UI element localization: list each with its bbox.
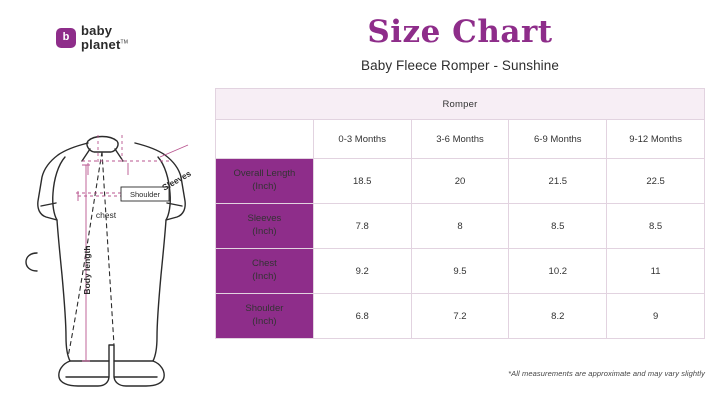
table-row bbox=[216, 294, 705, 339]
cell-chest-3-6: 9.5 bbox=[411, 249, 509, 294]
romper-illustration bbox=[10, 105, 215, 390]
column-header-0: 0-3 Months bbox=[313, 120, 411, 159]
cell-sleeves-3-6: 8 bbox=[411, 204, 509, 249]
cell-overall-length-6-9: 21.5 bbox=[509, 159, 607, 204]
row-label-shoulder bbox=[216, 294, 314, 339]
row-label-line2: (Inch) bbox=[252, 226, 277, 237]
cell-chest-6-9: 10.2 bbox=[509, 249, 607, 294]
cell-sleeves-9-12: 8.5 bbox=[607, 204, 705, 249]
trademark-symbol: TM bbox=[120, 39, 129, 46]
table-row bbox=[216, 159, 705, 204]
row-label-line1: Shoulder bbox=[245, 303, 284, 315]
table-corner-cell bbox=[216, 120, 314, 159]
cell-chest-9-12: 11 bbox=[607, 249, 705, 294]
logo-mark-icon bbox=[56, 28, 76, 48]
row-label-sleeves bbox=[216, 204, 314, 249]
row-label-line1: Chest bbox=[251, 258, 277, 270]
table-group-header-row bbox=[216, 89, 705, 120]
logo-wordmark-line2-text: planet bbox=[81, 36, 121, 52]
cell-chest-0-3: 9.2 bbox=[313, 249, 411, 294]
logo-wordmark bbox=[81, 24, 128, 51]
row-label-line1: Sleeves bbox=[247, 213, 282, 225]
chest-label: chest bbox=[95, 210, 117, 220]
page-subtitle: Baby Fleece Romper - Sunshine bbox=[361, 58, 559, 73]
cell-overall-length-0-3: 18.5 bbox=[313, 159, 411, 204]
table-column-header-row bbox=[216, 120, 705, 159]
column-header-2: 6-9 Months bbox=[509, 120, 607, 159]
measurement-footnote: *All measurements are approximate and may vary slightly bbox=[508, 369, 705, 378]
size-chart-table bbox=[215, 88, 705, 339]
shoulder-label: Shoulder bbox=[129, 190, 161, 199]
cell-shoulder-6-9: 8.2 bbox=[509, 294, 607, 339]
sleeves-label: Sleeves bbox=[160, 168, 193, 193]
row-label-line2: (Inch) bbox=[252, 271, 277, 282]
row-label-line2: (Inch) bbox=[252, 316, 277, 327]
row-label-overall-length bbox=[216, 159, 314, 204]
column-header-1: 3-6 Months bbox=[411, 120, 509, 159]
logo-wordmark-line2 bbox=[81, 38, 128, 52]
cell-sleeves-6-9: 8.5 bbox=[509, 204, 607, 249]
logo-wordmark-line1: baby bbox=[81, 23, 113, 38]
cell-shoulder-9-12: 9 bbox=[607, 294, 705, 339]
row-label-chest bbox=[216, 249, 314, 294]
table-row bbox=[216, 204, 705, 249]
row-label-line2: (Inch) bbox=[252, 181, 277, 192]
size-chart-table-container bbox=[215, 88, 705, 339]
cell-sleeves-0-3: 7.8 bbox=[313, 204, 411, 249]
table-row bbox=[216, 249, 705, 294]
logo-mark-letter: b bbox=[62, 31, 70, 44]
row-label-line1: Overall Length bbox=[233, 168, 296, 180]
cell-overall-length-9-12: 22.5 bbox=[607, 159, 705, 204]
column-header-3: 9-12 Months bbox=[607, 120, 705, 159]
body-length-label: Body length bbox=[82, 245, 92, 295]
page-title: Size Chart bbox=[367, 14, 553, 50]
table-group-header: Romper bbox=[216, 89, 705, 120]
cell-shoulder-0-3: 6.8 bbox=[313, 294, 411, 339]
cell-overall-length-3-6: 20 bbox=[411, 159, 509, 204]
page-header bbox=[215, 14, 705, 73]
cell-shoulder-3-6: 7.2 bbox=[411, 294, 509, 339]
brand-logo bbox=[56, 24, 128, 51]
